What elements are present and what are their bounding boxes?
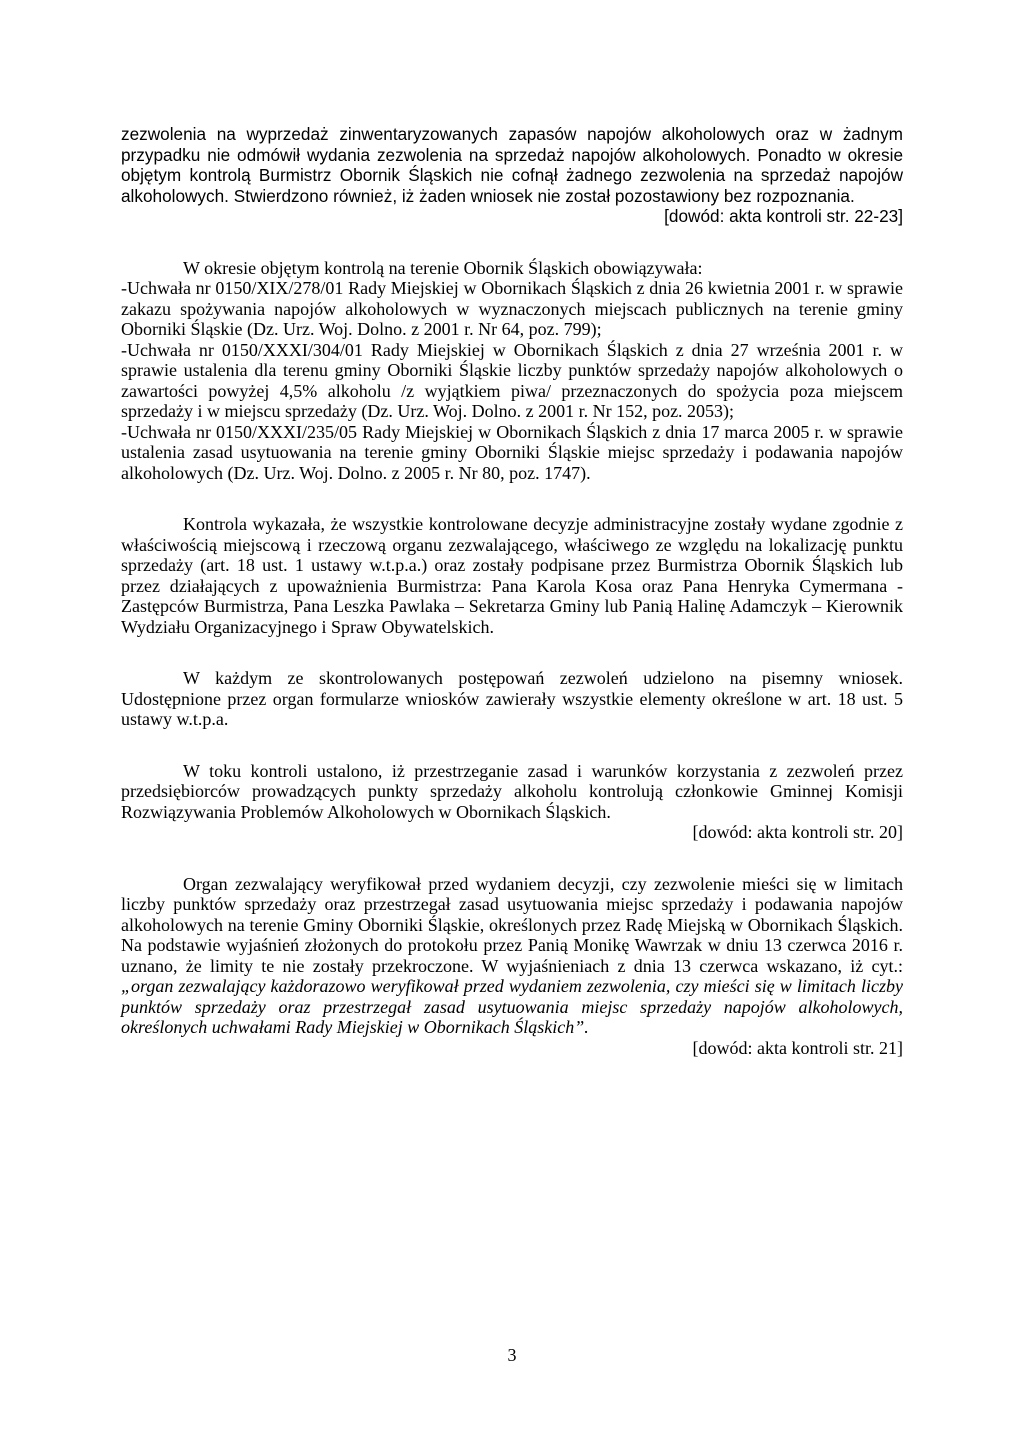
evidence-reference: [dowód: akta kontroli str. 22-23] [664, 206, 903, 226]
quoted-explanation: „organ zezwalający każdorazowo weryfikował przed wydaniem zezwolenia, czy mieści się w limitach liczby punktów sprzedaży oraz przestrzegał zasad usytuowania miejsc sprzedaży napojów alkoholowych, określonych uchwałami Rady Miejskiej w Obornikach Śląskich”. [121, 976, 903, 1037]
spacer [121, 483, 903, 514]
paragraph-applications: W każdym ze skontrolowanych postępowań zezwoleń udzielono na pisemny wniosek. Udostępnione przez organ formularze wniosków zawierały wszystkie elementy określone w art. 18 ust. 5 ustawy w.t.p.a. [121, 668, 903, 729]
paragraph-permits-summary: zezwolenia na wyprzedaż zinwentaryzowanych zapasów napojów alkoholowych oraz w żadnym przypadku nie odmówił wydania zezwolenia na sprzedaż napojów alkoholowych. Ponadto w okresie objętym kontrolą Burmistrz Obornik Śląskich nie cofnął żadnego zezwolenia na sprzedaż napojów alkoholowych. Stwierdzono również, iż żaden wniosek nie został pozostawiony bez rozpoznania. [121, 124, 903, 206]
resolution-item: -Uchwała nr 0150/XXXI/235/05 Rady Miejskiej w Obornikach Śląskich z dnia 17 marca 2005 r. w sprawie ustalenia zasad usytuowania na terenie gminy Oborniki Śląskie miejsc sprzedaży i podawania napojów alkoholowych (Dz. Urz. Woj. Dolno. z 2005 r. Nr 80, poz. 1747). [121, 421, 903, 483]
evidence-reference: [dowód: akta kontroli str. 20] [692, 822, 903, 842]
paragraph-resolutions-intro: W okresie objętym kontrolą na terenie Obornik Śląskich obowiązywała: [183, 257, 703, 278]
document-body [121, 124, 903, 1058]
spacer [121, 730, 903, 761]
paragraph-limits-verification [121, 874, 903, 1038]
spacer [121, 637, 903, 668]
spacer [121, 227, 903, 258]
paragraph-text: Organ zezwalający weryfikował przed wydaniem decyzji, czy zezwolenie mieści się w limitach liczby punktów sprzedaży oraz przestrzegał zasad usytuowania miejsc sprzedaży i podawania napojów alkoholowych na terenie Gminy Oborniki Śląskie, określonych przez Radę Miejską w Obornikach Śląskich. Na podstawie wyjaśnień złożonych do protokołu przez Panią Monikę Wawrzak w dniu 13 czerwca 2016 r. uznano, że limity te nie zostały przekroczone. W wyjaśnieniach z dnia 13 czerwca wskazano, iż cyt.: [121, 873, 903, 976]
spacer [121, 843, 903, 874]
paragraph-decisions-compliance: Kontrola wykazała, że wszystkie kontrolowane decyzje administracyjne zostały wydane zgodnie z właściwością miejscową i rzeczową organu zezwalającego, właściwego ze względu na lokalizację punktu sprzedaży (art. 18 ust. 1 ustawy w.t.p.a.) oraz zostały podpisane przez Burmistrza Obornik Śląskich lub przez działających z upoważnienia Burmistrza: Pana Karola Kosa oraz Pana Henryka Cymermana - Zastępców Burmistrza, Pana Leszka Pawlaka – Sekretarza Gminy lub Panią Halinę Adamczyk – Kierownik Wydziału Organizacyjnego i Spraw Obywatelskich. [121, 514, 903, 637]
paragraph-commission-control: W toku kontroli ustalono, iż przestrzeganie zasad i warunków korzystania z zezwoleń przez przedsiębiorców prowadzących punkty sprzedaży alkoholu kontrolują członkowie Gminnej Komisji Rozwiązywania Problemów Alkoholowych w Obornikach Śląskich. [121, 760, 903, 822]
resolution-item: -Uchwała nr 0150/XXXI/304/01 Rady Miejskiej w Obornikach Śląskich z dnia 27 września 2001 r. w sprawie ustalenia dla terenu gminy Oborniki Śląskie liczby punktów sprzedaży napojów alkoholowych o zawartości powyżej 4,5% alkoholu /z wyjątkiem piwa/ przeznaczonych do spożycia poza miejscem sprzedaży i w miejscu sprzedaży (Dz. Urz. Woj. Dolno. z 2001 r. Nr 152, poz. 2053); [121, 339, 903, 421]
page-number: 3 [507, 1345, 517, 1365]
resolution-item: -Uchwała nr 0150/XIX/278/01 Rady Miejskiej w Obornikach Śląskich z dnia 26 kwietnia 2001 r. w sprawie zakazu spożywania napojów alkoholowych w wyznaczonych miejscach publicznych na terenie gminy Oborniki Śląskie (Dz. Urz. Woj. Dolno. z 2001 r. Nr 64, poz. 799); [121, 278, 903, 339]
evidence-reference: [dowód: akta kontroli str. 21] [692, 1037, 903, 1058]
